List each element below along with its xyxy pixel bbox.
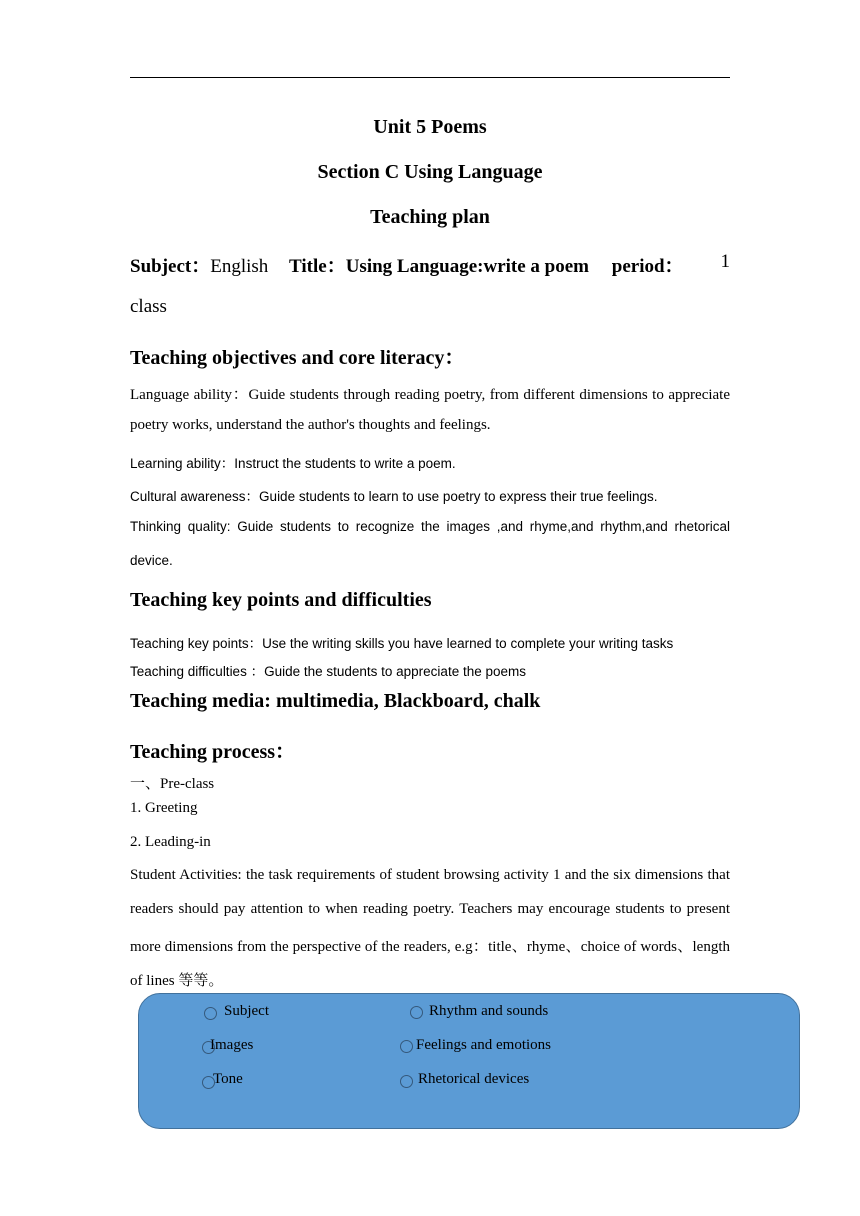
dimension-feelings: Feelings and emotions <box>416 1037 551 1053</box>
subject-value: English <box>210 256 269 277</box>
subject-label: Subject： <box>130 256 211 277</box>
dimension-images: Images <box>210 1037 254 1053</box>
period-label: period： <box>611 256 684 277</box>
learning-ability: Learning ability：Instruct the students to write a poem. <box>130 456 456 471</box>
process-heading: Teaching process： <box>130 741 296 763</box>
section-title: Section C Using Language <box>317 161 543 183</box>
activities-line1: Student Activities: the task requirements of student browsing activity 1 and the six dimensions that <box>130 867 730 883</box>
leading-in: 2. Leading-in <box>130 834 211 850</box>
language-ability-line1: Language ability：Guide students through reading poetry, from different dimensions to appreciate <box>130 387 730 403</box>
difficulties: Teaching difficulties ：Guide the students to appreciate the poems <box>130 664 526 679</box>
activities-line4: of lines 等等。 <box>130 973 224 989</box>
period-value: 1 <box>720 251 730 272</box>
objectives-heading: Teaching objectives and core literacy： <box>130 347 465 369</box>
greeting: 1. Greeting <box>130 800 198 816</box>
period-continuation: class <box>130 296 167 317</box>
dimension-tone: Tone <box>213 1071 243 1087</box>
unit-title: Unit 5 Poems <box>373 116 487 138</box>
circle-bullet-icon <box>410 1006 423 1019</box>
circle-bullet-icon <box>400 1075 413 1088</box>
dimension-rhythm: Rhythm and sounds <box>429 1003 549 1019</box>
circle-bullet-icon <box>204 1007 217 1020</box>
activities-line2: readers should pay attention to when reading poetry. Teachers may encourage students to present <box>130 901 730 917</box>
plan-title: Teaching plan <box>370 206 490 228</box>
pre-class: 一、Pre-class <box>130 776 215 792</box>
key-points-heading: Teaching key points and difficulties <box>130 589 432 611</box>
language-ability-line2: poetry works, understand the author's thoughts and feelings. <box>130 417 491 433</box>
activities-line3: more dimensions from the perspective of the readers, e.g：title、rhyme、choice of words、length <box>130 939 730 955</box>
title-label: Title： <box>289 256 346 277</box>
media-heading: Teaching media: multimedia, Blackboard, chalk <box>130 690 541 712</box>
thinking-quality-line2: device. <box>130 553 173 568</box>
cultural-awareness: Cultural awareness：Guide students to learn to use poetry to express their true feelings. <box>130 489 658 504</box>
subject-line <box>130 251 730 278</box>
title-value: Using Language:write a poem <box>345 256 590 277</box>
circle-bullet-icon <box>400 1040 413 1053</box>
header-rule <box>130 77 730 78</box>
dimension-rhetorical: Rhetorical devices <box>418 1071 530 1087</box>
thinking-quality-line1: Thinking quality: Guide students to recognize the images ,and rhyme,and rhythm,and rhetorical <box>130 519 730 534</box>
dimension-subject: Subject <box>224 1003 269 1019</box>
key-points: Teaching key points：Use the writing skills you have learned to complete your writing tasks <box>130 636 674 651</box>
